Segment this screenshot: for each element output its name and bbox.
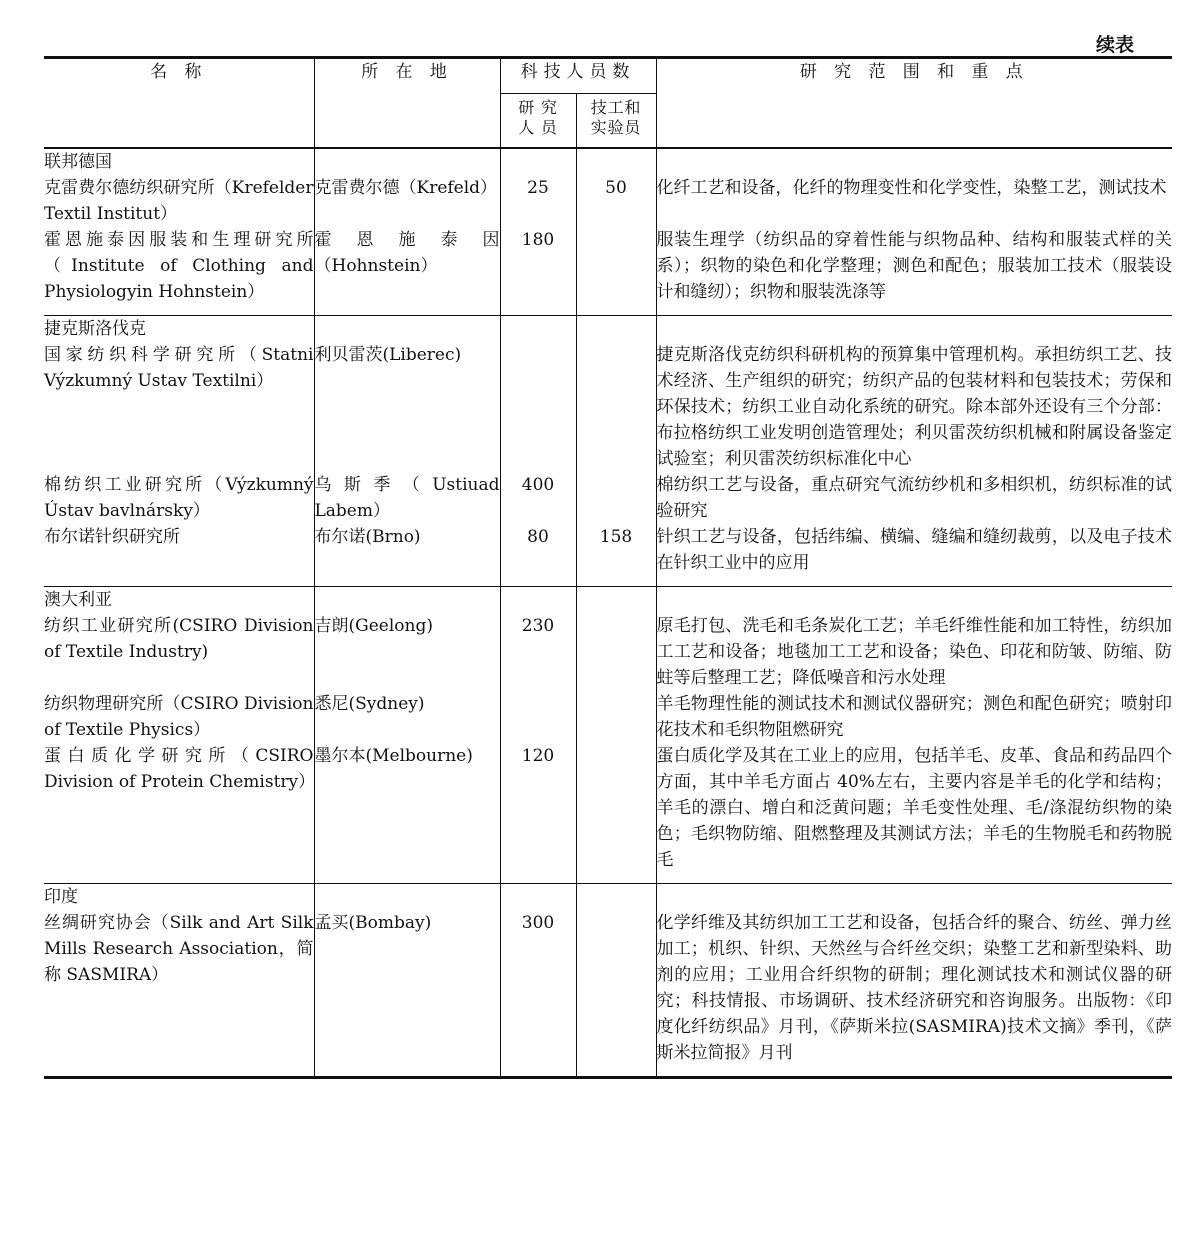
region-title: 联邦德国 xyxy=(44,152,112,172)
region-title: 澳大利亚 xyxy=(44,590,112,610)
table-body xyxy=(44,148,1172,1078)
research-scope: 化纤工艺和设备，化纤的物理变性和化学变性，染整工艺，测试技术 xyxy=(656,175,1172,227)
region-row xyxy=(44,884,1172,911)
institute-name: 霍恩施泰因服装和生理研究所（Institute of Clothing and Physiologyin Hohnstein） xyxy=(44,230,314,302)
institute-name: 国家纺织科学研究所（Statni Výzkumný Ustav Textilni） xyxy=(44,345,314,391)
region-title: 捷克斯洛伐克 xyxy=(44,319,146,339)
empty-cell xyxy=(576,884,656,911)
divider-cell xyxy=(314,305,500,316)
empty-cell xyxy=(314,316,500,343)
section-divider xyxy=(44,1066,1172,1078)
institute-location: 克雷费尔德（Krefeld） xyxy=(314,175,500,227)
section-divider xyxy=(44,576,1172,587)
table-row xyxy=(44,472,1172,524)
table-row xyxy=(44,227,1172,305)
institute-location: 悉尼(Sydney) xyxy=(314,691,500,743)
divider-cell xyxy=(656,305,1172,316)
technicians-count xyxy=(576,910,656,1066)
divider-cell xyxy=(44,1066,314,1078)
region-title: 印度 xyxy=(44,887,78,907)
research-scope: 蛋白质化学及其在工业上的应用，包括羊毛、皮革、食品和药品四个方面，其中羊毛方面占 40%左右，主要内容是羊毛的化学和结构；羊毛的漂白、增白和泛黄问题；羊毛变性处理、毛/涤混纺织物的染色；毛织物防缩、阻燃整理及其测试方法；羊毛的生物脱毛和药物脱毛 xyxy=(656,743,1172,873)
continued-caption: 续表 xyxy=(1095,34,1134,56)
region-row xyxy=(44,148,1172,175)
empty-cell xyxy=(500,148,576,175)
divider-cell xyxy=(500,873,576,884)
table-row xyxy=(44,613,1172,691)
table-row xyxy=(44,691,1172,743)
empty-cell xyxy=(576,316,656,343)
institute-location: 墨尔本(Melbourne) xyxy=(314,743,500,873)
empty-cell xyxy=(314,587,500,614)
table-row xyxy=(44,342,1172,472)
institute-name: 纺织物理研究所（CSIRO Division of Textile Physics） xyxy=(44,694,314,740)
technicians-count xyxy=(576,691,656,743)
institute-name: 布尔诺针织研究所 xyxy=(44,527,180,547)
research-scope: 捷克斯洛伐克纺织科研机构的预算集中管理机构。承担纺织工艺、技术经济、生产组织的研究；纺织产品的包装材料和包装技术；劳保和环保技术；纺织工业自动化系统的研究。除本部外还设有三个分部：布拉格纺织工业发明创造管理处；利贝雷茨纺织机械和附属设备鉴定试验室；利贝雷茨纺织标准化中心 xyxy=(656,342,1172,472)
divider-cell xyxy=(44,873,314,884)
empty-cell xyxy=(314,884,500,911)
divider-cell xyxy=(656,576,1172,587)
header-staff-group: 科技人员数 xyxy=(500,58,656,94)
research-scope: 原毛打包、洗毛和毛条炭化工艺；羊毛纤维性能和加工特性，纺织加工工艺和设备；地毯加工工艺和设备；染色、印花和防皱、防缩、防蛀等后整理工艺；降低噪音和污水处理 xyxy=(656,613,1172,691)
table-row xyxy=(44,175,1172,227)
institute-location: 乌斯季（Ustiuad Labem） xyxy=(314,472,500,524)
institute-name: 丝绸研究协会（Silk and Art Silk Mills Research Association，简称 SASMIRA） xyxy=(44,913,314,985)
researchers-count: 400 xyxy=(500,472,576,524)
research-scope: 服装生理学（纺织品的穿着性能与织物品种、结构和服装式样的关系）；织物的染色和化学整理；测色和配色；服装加工技术（服装设计和缝纫）；织物和服装洗涤等 xyxy=(656,227,1172,305)
researchers-count xyxy=(500,691,576,743)
institute-name: 纺织工业研究所(CSIRO Division of Textile Industry) xyxy=(44,616,314,662)
region-row xyxy=(44,316,1172,343)
researchers-count: 230 xyxy=(500,613,576,691)
table-row xyxy=(44,524,1172,576)
empty-cell xyxy=(314,148,500,175)
empty-cell xyxy=(500,316,576,343)
divider-cell xyxy=(576,576,656,587)
divider-cell xyxy=(44,576,314,587)
divider-cell xyxy=(500,1066,576,1078)
table-row xyxy=(44,743,1172,873)
header-location: 所 在 地 xyxy=(314,58,500,149)
researchers-count: 25 xyxy=(500,175,576,227)
institute-location: 布尔诺(Brno) xyxy=(314,524,500,576)
divider-cell xyxy=(576,873,656,884)
divider-cell xyxy=(576,1066,656,1078)
header-name: 名 称 xyxy=(44,58,314,149)
divider-cell xyxy=(656,1066,1172,1078)
technicians-count xyxy=(576,342,656,472)
header-scope: 研 究 范 围 和 重 点 xyxy=(656,58,1172,149)
institute-location: 孟买(Bombay) xyxy=(314,910,500,1066)
institute-name: 蛋白质化学研究所（CSIRO Division of Protein Chemistry） xyxy=(44,746,316,792)
researchers-count: 180 xyxy=(500,227,576,305)
empty-cell xyxy=(656,148,1172,175)
technicians-count xyxy=(576,613,656,691)
divider-cell xyxy=(500,305,576,316)
empty-cell xyxy=(576,148,656,175)
technicians-count xyxy=(576,743,656,873)
empty-cell xyxy=(500,587,576,614)
divider-cell xyxy=(314,873,500,884)
divider-cell xyxy=(314,1066,500,1078)
empty-cell xyxy=(656,316,1172,343)
empty-cell xyxy=(500,884,576,911)
section-divider xyxy=(44,873,1172,884)
divider-cell xyxy=(576,305,656,316)
research-scope: 棉纺织工艺与设备，重点研究气流纺纱机和多相织机，纺织标准的试验研究 xyxy=(656,472,1172,524)
technicians-count: 50 xyxy=(576,175,656,227)
table-row xyxy=(44,910,1172,1066)
technicians-count: 158 xyxy=(576,524,656,576)
header-technicians: 技工和 实验员 xyxy=(576,94,656,149)
institute-location: 霍恩施泰因（Hohnstein） xyxy=(314,227,500,305)
institute-name: 克雷费尔德纺织研究所（Krefelder Textil Institut） xyxy=(44,178,314,224)
region-row xyxy=(44,587,1172,614)
divider-cell xyxy=(656,873,1172,884)
researchers-count: 300 xyxy=(500,910,576,1066)
empty-cell xyxy=(576,587,656,614)
divider-cell xyxy=(500,576,576,587)
research-scope: 化学纤维及其纺织加工工艺和设备，包括合纤的聚合、纺丝、弹力丝加工；机织、针织、天然丝与合纤丝交织；染整工艺和新型染料、助剂的应用；工业用合纤织物的研制；理化测试技术和测试仪器的研究；科技情报、市场调研、技术经济研究和咨询服务。出版物：《印度化纤纺织品》月刊，《萨斯米拉(SASMIRA)技术文摘》季刊，《萨斯米拉简报》月刊 xyxy=(656,910,1172,1066)
empty-cell xyxy=(656,587,1172,614)
divider-cell xyxy=(314,576,500,587)
researchers-count: 120 xyxy=(500,743,576,873)
header-researchers: 研 究 人 员 xyxy=(500,94,576,149)
section-divider xyxy=(44,305,1172,316)
researchers-count: 80 xyxy=(500,524,576,576)
institutes-table xyxy=(44,56,1172,1079)
divider-cell xyxy=(44,305,314,316)
technicians-count xyxy=(576,227,656,305)
institute-location: 利贝雷茨(Liberec) xyxy=(314,342,500,472)
institute-name: 棉纺织工业研究所（Výzkumný Ústav bavlnársky） xyxy=(44,475,314,521)
researchers-count xyxy=(500,342,576,472)
technicians-count xyxy=(576,472,656,524)
empty-cell xyxy=(656,884,1172,911)
research-scope: 针织工艺与设备，包括纬编、横编、缝编和缝纫裁剪，以及电子技术在针织工业中的应用 xyxy=(656,524,1172,576)
research-scope: 羊毛物理性能的测试技术和测试仪器研究；测色和配色研究；喷射印花技术和毛织物阻燃研究 xyxy=(656,691,1172,743)
institute-location: 吉朗(Geelong) xyxy=(314,613,500,691)
